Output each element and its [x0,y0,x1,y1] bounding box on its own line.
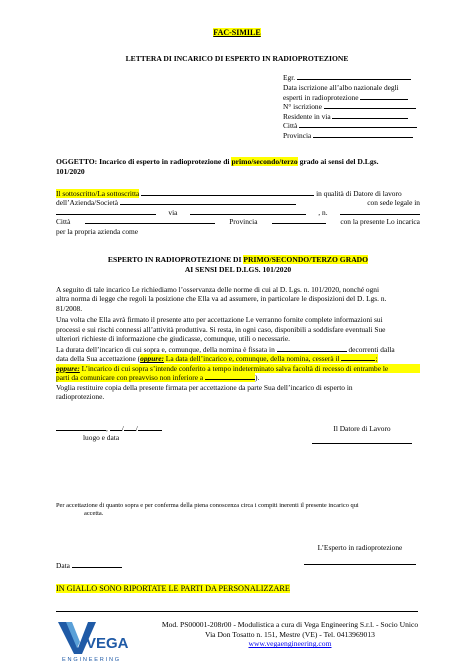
esperto-signature-line[interactable] [304,558,416,565]
addressee-line1: Data iscrizione all’albo nazionale degli [283,83,399,93]
party-block: Il sottoscritto/La sottoscritta in qualità di Datore di lavoro dell’Azienda/Società con sede legale in via , n. Città Provincia con la presente Lo incarica per la propria azienda come [56,189,420,236]
oggetto: OGGETTO: Incarico di esperto in radioprotezione di primo/secondo/terzo grado ai sensi del D.Lgs. 101/2020 [56,157,379,176]
albo-date-field[interactable] [360,93,408,100]
egr-label: Egr. [283,73,296,82]
vega-logo [56,618,132,664]
cessazione-field[interactable] [341,354,375,361]
addressee-block [283,73,423,140]
footer-rule [56,611,418,612]
iscrizione-label: N° iscrizione [283,102,322,112]
footer-website-link[interactable]: www.vegaengineering.com [248,639,332,649]
sede-field[interactable] [56,208,156,215]
acceptance-note: Per accettazione di quanto sopra e per conferma della piena conoscenza circa i compiti inerenti il presente incarico qui accetta. [56,502,359,518]
month-field[interactable] [124,424,136,431]
letter-title: LETTERA DI INCARICO DI ESPERTO IN RADIOPROTEZIONE [125,54,349,63]
logo-subtitle: ENGINEERING [62,657,121,663]
sottoscritto-field[interactable] [141,189,314,196]
iscrizione-field[interactable] [324,102,416,109]
place-date: , / / luogo e data [56,424,216,443]
esperto-signature: L’Esperto in radioprotezione [300,543,420,568]
civico-field[interactable] [340,208,420,215]
letter-body: A seguito di tale incarico Le richiediamo l’osservanza delle norme di cui al D. Lgs. n. 101/2020, nonché ogni altra norma di legge che regoli la posizione che Ella va ad assumere, in particolare le disposizioni del D. Lgs. n. 81/2008. Una volta che Ella avrà firmato il presente atto per accettazione Le verranno fornite complete informazioni sui processi e sui rischi connessi all’attività produttiva. Si resta, in ogni caso, disponibili a soddisfare eventuali Sue ulteriori richieste di informazione che giudicasse, comunque, utili o necessarie. La durata dell’incarico di cui sopra e, comunque, della nomina è fissata in decorrenti dalla data della Sua accettazione (oppure: La data dell’incarico e, comunque, della nomina, cesserà il ; oppure: L’incarico di cui sopra s’intende conferito a tempo indeterminato salva facoltà di recesso di entrambe le parti da comunicare con preavviso non inferiore a ). Voglia restituire copia della presente firmata per accettazione da parte Sua dell’incarico di esperto in radioprotezione. [56,285,420,402]
datore-signature-line[interactable] [312,437,412,444]
year-field[interactable] [138,424,162,431]
egr-field[interactable] [297,73,411,80]
provincia-azienda-field[interactable] [272,217,326,224]
provincia-label: Provincia [283,130,312,140]
azienda-field[interactable] [120,198,296,205]
logo-word: VEGA [86,635,129,652]
footer-text: Mod. PS00001-208r00 - Modulistica a cura di Vega Engineering S.r.l. - Socio Unico Via Don Tosatto n. 151, Mestre (VE) - Tel. 0413969013 www.vegaengineering.com [161,620,419,649]
addressee-line2: esperti in radioprotezione [283,92,359,102]
data-row: Data [56,561,122,570]
datore-signature: Il Datore di Lavoro [310,424,414,447]
via-field[interactable] [190,208,306,215]
residente-label: Residente in via [283,111,331,121]
fac-simile-label: FAC-SIMILE [213,28,261,37]
citta-field[interactable] [299,121,417,128]
sottoscritto-label: Il sottoscritto/La sottoscritta [56,189,140,198]
provincia-field[interactable] [313,131,413,138]
customize-notice: IN GIALLO SONO RIPORTATE LE PARTI DA PERSONALIZZARE [56,584,290,593]
data-field[interactable] [72,561,122,568]
citta-label: Città [283,121,298,131]
residente-field[interactable] [332,112,408,119]
incarico-heading: ESPERTO IN RADIOPROTEZIONE DI PRIMO/SECONDO/TERZO GRADO AI SENSI DEL D.LGS. 101/2020 [107,255,369,274]
luogo-field[interactable] [56,424,106,431]
preavviso-field[interactable] [205,373,255,380]
citta-azienda-field[interactable] [85,217,215,224]
durata-field[interactable] [277,345,347,352]
day-field[interactable] [110,424,122,431]
